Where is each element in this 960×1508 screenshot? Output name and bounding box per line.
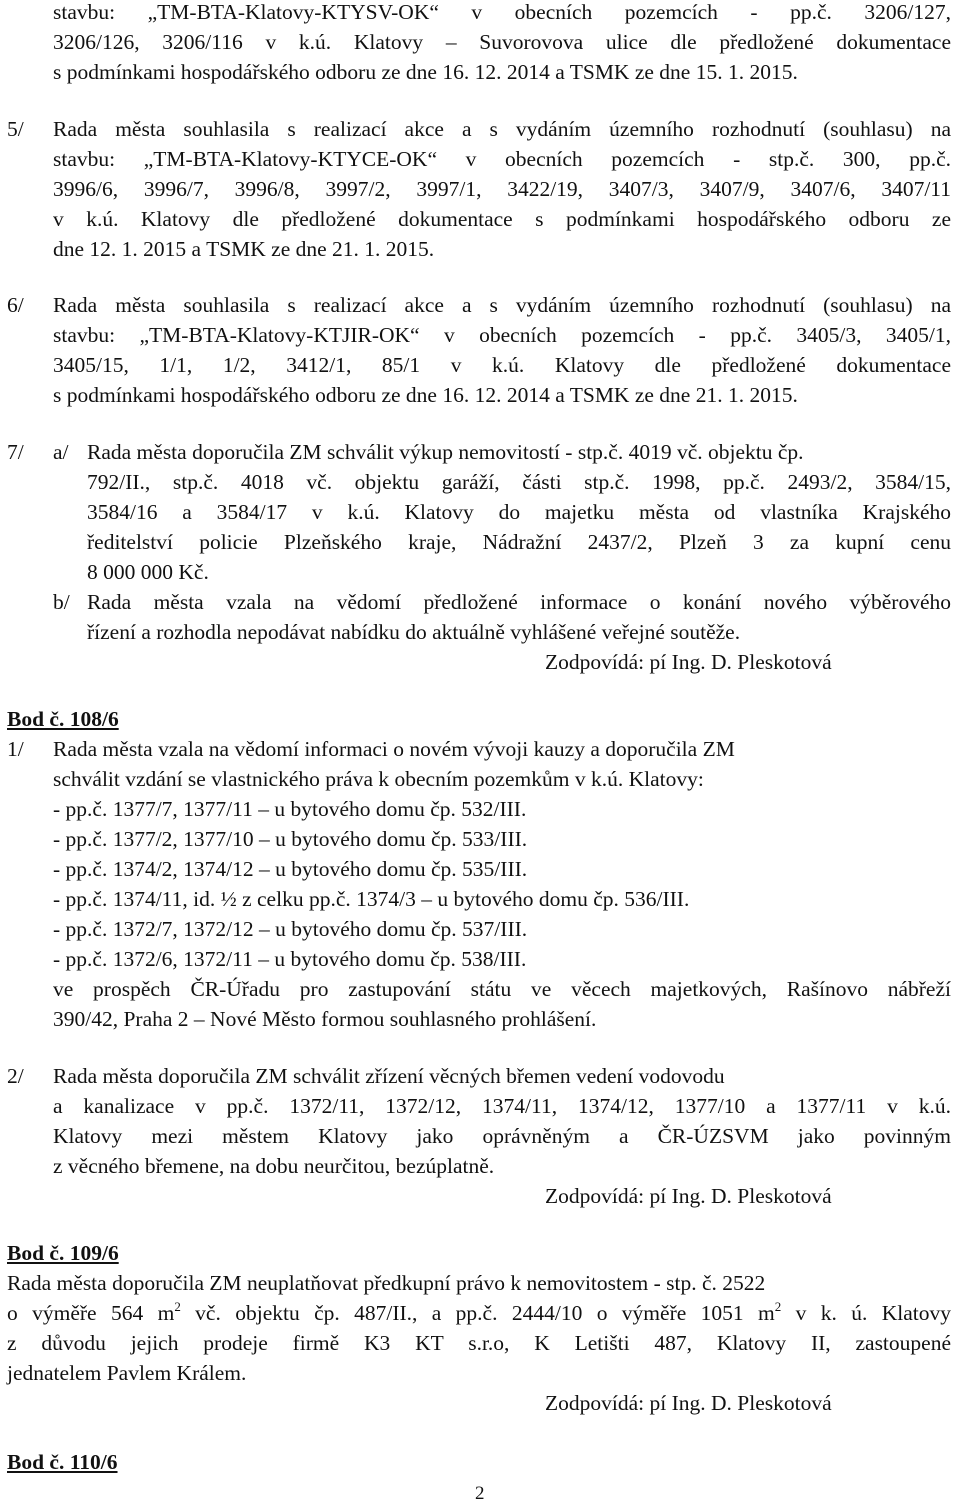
- bod108-p1-tail-1: ve prospěch ČR-Úřadu pro zastupování státu ve věcech majetkových, Rašínovo nábřeží: [53, 977, 951, 1001]
- item6-number: 6/: [7, 293, 24, 317]
- bod108-p1-line-1: Rada města vzala na vědomí informaci o novém vývoji kauzy a doporučila ZM: [53, 737, 735, 761]
- item4-line-1: stavbu: „TM-BTA-Klatovy-KTYSV-OK“ v obecních pozemcích - pp.č. 3206/127,: [53, 0, 951, 24]
- bod108-p1-tail-2: 390/42, Praha 2 – Nové Město formou souhlasného prohlášení.: [53, 1007, 597, 1031]
- item7-responsible: Zodpovídá: pí Ing. D. Pleskotová: [545, 650, 832, 674]
- item5-line-5: dne 12. 1. 2015 a TSMK ze dne 21. 1. 2015.: [53, 237, 435, 261]
- item7b-line-2: řízení a rozhodla nepodávat nabídku do aktuálně vyhlášené veřejné soutěže.: [87, 620, 741, 644]
- item7a-line-5: 8 000 000 Kč.: [87, 560, 209, 584]
- item4-line-2: 3206/126, 3206/116 v k.ú. Klatovy – Suvorovova ulice dle předložené dokumentace: [53, 30, 951, 54]
- list-item: - pp.č. 1372/6, 1372/11 – u bytového domu čp. 538/III.: [53, 947, 527, 971]
- bod110-heading: Bod č. 110/6: [7, 1450, 118, 1474]
- list-item: - pp.č. 1377/2, 1377/10 – u bytového domu čp. 533/III.: [53, 827, 528, 851]
- item7a-line-2: 792/II., stp.č. 4018 vč. objektu garáží, části stp.č. 1998, pp.č. 2493/2, 3584/15,: [87, 470, 951, 494]
- bod108-p1-number: 1/: [7, 737, 24, 761]
- bod109-line-2: o výměře 564 $m^2$ vč. objektu čp. 487/II., a pp.č. 2444/10 o výměře 1051 $m^2$ v k. ú. Klatovy: [7, 1299, 951, 1325]
- item7a-line-4: ředitelství policie Plzeňského kraje, Nádražní 2437/2, Plzeň 3 za kupní cenu: [87, 530, 951, 554]
- item5-number: 5/: [7, 117, 24, 141]
- list-item: - pp.č. 1372/7, 1372/12 – u bytového domu čp. 537/III.: [53, 917, 528, 941]
- item5-line-3: 3996/6, 3996/7, 3996/8, 3997/2, 3997/1, 3422/19, 3407/3, 3407/9, 3407/6, 3407/11: [53, 177, 951, 201]
- bod108-responsible: Zodpovídá: pí Ing. D. Pleskotová: [545, 1184, 832, 1208]
- item7a-line-3: 3584/16 a 3584/17 v k.ú. Klatovy do majetku města od vlastníka Krajského: [87, 500, 951, 524]
- bod108-p2-line-4: z věcného břemene, na dobu neurčitou, bezúplatně.: [53, 1154, 495, 1178]
- item4-line-3: s podmínkami hospodářského odboru ze dne 16. 12. 2014 a TSMK ze dne 15. 1. 2015.: [53, 60, 798, 84]
- item5-line-1: Rada města souhlasila s realizací akce a s vydáním územního rozhodnutí (souhlasu) na: [53, 117, 951, 141]
- item5-line-4: v k.ú. Klatovy dle předložené dokumentace s podmínkami hospodářského odboru ze: [53, 207, 951, 231]
- list-item: - pp.č. 1374/2, 1374/12 – u bytového domu čp. 535/III.: [53, 857, 528, 881]
- bod108-heading: Bod č. 108/6: [7, 707, 119, 731]
- bod109-line-3: z důvodu jejich prodeje firmě K3 KT s.r.o, K Letišti 487, Klatovy II, zastoupené: [7, 1331, 951, 1355]
- item7-b-label: b/: [53, 590, 70, 614]
- item7b-line-1: Rada města vzala na vědomí předložené informace o konání nového výběrového: [87, 590, 951, 614]
- bod108-p2-line-2: a kanalizace v pp.č. 1372/11, 1372/12, 1374/11, 1374/12, 1377/10 a 1377/11 v k.ú.: [53, 1094, 951, 1118]
- bod109-line-4: jednatelem Pavlem Králem.: [7, 1361, 247, 1385]
- item7-a-label: a/: [53, 440, 69, 464]
- item6-line-3: 3405/15, 1/1, 1/2, 3412/1, 85/1 v k.ú. Klatovy dle předložené dokumentace: [53, 353, 951, 377]
- page-number: 2: [475, 1483, 485, 1504]
- item6-line-1: Rada města souhlasila s realizací akce a s vydáním územního rozhodnutí (souhlasu) na: [53, 293, 951, 317]
- bod109-line-1: Rada města doporučila ZM neuplatňovat předkupní právo k nemovitostem - stp. č. 2522: [7, 1271, 766, 1295]
- item7-number: 7/: [7, 440, 24, 464]
- item6-line-4: s podmínkami hospodářského odboru ze dne 16. 12. 2014 a TSMK ze dne 21. 1. 2015.: [53, 383, 798, 407]
- bod108-p2-number: 2/: [7, 1064, 24, 1088]
- list-item: - pp.č. 1374/11, id. ½ z celku pp.č. 1374/3 – u bytového domu čp. 536/III.: [53, 887, 690, 911]
- bod108-p2-line-3: Klatovy mezi městem Klatovy jako oprávněným a ČR-ÚZSVM jako povinným: [53, 1124, 951, 1148]
- list-item: - pp.č. 1377/7, 1377/11 – u bytového domu čp. 532/III.: [53, 797, 527, 821]
- item6-line-2: stavbu: „TM-BTA-Klatovy-KTJIR-OK“ v obecních pozemcích - pp.č. 3405/3, 3405/1,: [53, 323, 951, 347]
- bod108-p2-line-1: Rada města doporučila ZM schválit zřízení věcných břemen vedení vodovodu: [53, 1064, 725, 1088]
- item5-line-2: stavbu: „TM-BTA-Klatovy-KTYCE-OK“ v obecních pozemcích - stp.č. 300, pp.č.: [53, 147, 951, 171]
- bod109-heading: Bod č. 109/6: [7, 1241, 119, 1265]
- bod108-p1-line-2: schválit vzdání se vlastnického práva k obecním pozemkům v k.ú. Klatovy:: [53, 767, 704, 791]
- item7a-line-1: Rada města doporučila ZM schválit výkup nemovitostí - stp.č. 4019 vč. objektu čp.: [87, 440, 804, 464]
- bod109-responsible: Zodpovídá: pí Ing. D. Pleskotová: [545, 1391, 832, 1415]
